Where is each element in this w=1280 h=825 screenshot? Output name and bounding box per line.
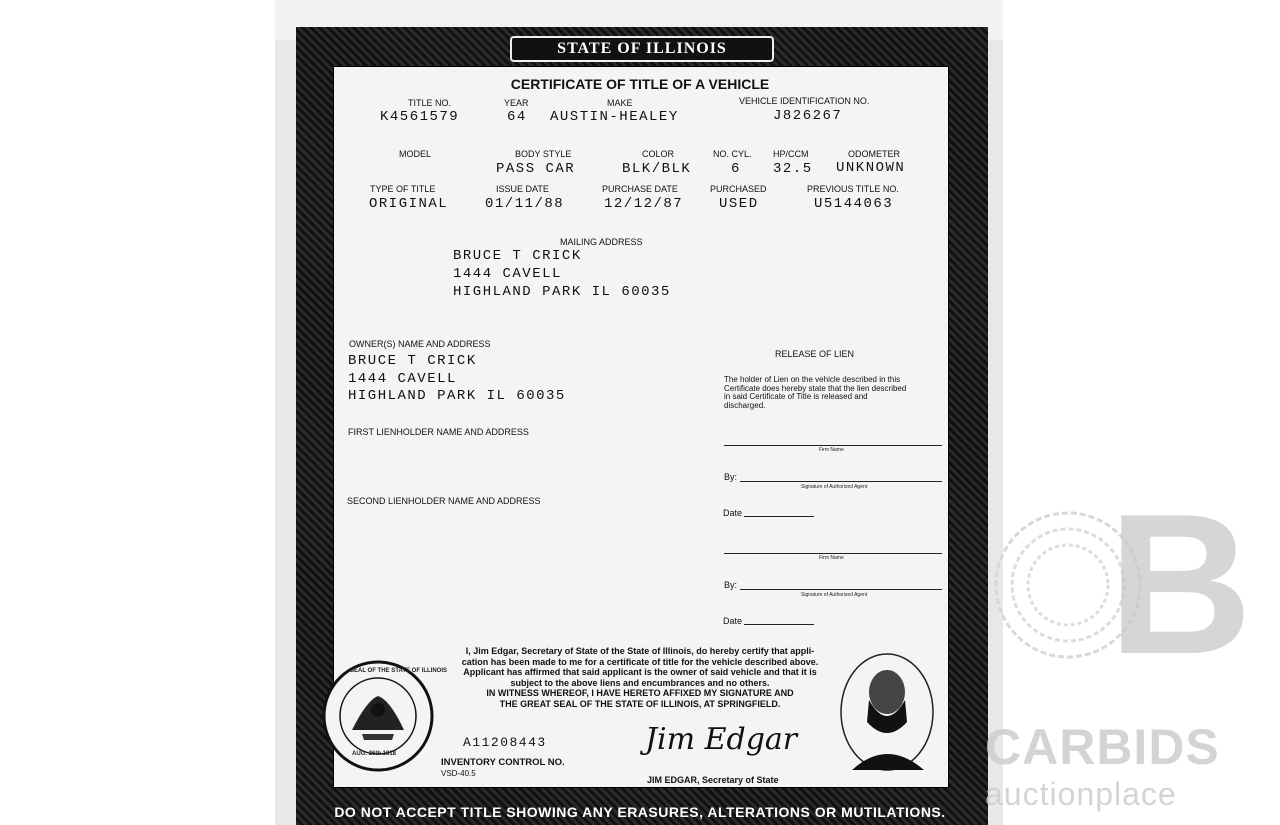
owner-label: OWNER(S) NAME AND ADDRESS [349, 339, 491, 349]
date-label-1: Date [723, 508, 743, 518]
seal-text: SEAL OF THE STATE OF ILLINOIS [350, 668, 448, 674]
signer-name: JIM EDGAR, Secretary of State [647, 775, 779, 785]
release-text: The holder of Lien on the vehicle described in this Certificate does hereby state that the lien described in said Certificate of Title is released and discharged. [724, 375, 907, 410]
hp-value: 32.5 [773, 161, 813, 177]
mailing-line-2: 1444 CAVELL [453, 266, 562, 282]
mailing-address-label: MAILING ADDRESS [560, 237, 643, 247]
make-label: MAKE [607, 98, 633, 108]
by-label-1: By: [724, 472, 738, 482]
issue-date-label: ISSUE DATE [496, 184, 549, 194]
state-banner: STATE OF ILLINOIS [510, 36, 774, 62]
release-heading: RELEASE OF LIEN [775, 349, 855, 359]
purchase-date-label: PURCHASE DATE [602, 184, 678, 194]
purchased-label: PURCHASED [710, 184, 767, 194]
mailing-line-1: BRUCE T CRICK [453, 248, 582, 264]
date-line-1 [744, 516, 814, 517]
issue-date-value: 01/11/88 [485, 196, 565, 212]
seal-date: AUG. 26th 1818 [352, 751, 397, 757]
purchase-date-value: 12/12/87 [604, 196, 684, 212]
owner-line-1: BRUCE T CRICK [348, 353, 477, 369]
by-label-2: By: [724, 580, 738, 590]
second-lienholder-label: SECOND LIENHOLDER NAME AND ADDRESS [347, 496, 541, 506]
watermark-letter: B [1108, 473, 1253, 696]
owner-line-3: HIGHLAND PARK IL 60035 [348, 388, 566, 404]
signature-line-2 [740, 589, 942, 590]
body-style-label: BODY STYLE [515, 149, 572, 159]
certification-line-5: IN WITNESS WHEREOF, I HAVE HERETO AFFIXED MY SIGNATURE AND [486, 688, 794, 698]
footer-warning: DO NOT ACCEPT TITLE SHOWING ANY ERASURES, ALTERATIONS OR MUTILATIONS. [334, 804, 946, 820]
certification-line-4: subject to the above liens and encumbrances and no others. [510, 677, 770, 688]
year-value: 64 [507, 109, 527, 125]
inventory-number: A11208443 [463, 735, 547, 750]
title-no-label: TITLE NO. [408, 98, 452, 108]
owner-line-2: 1444 CAVELL [348, 371, 457, 387]
signature-caption-2: Signature of Authorized Agent [801, 592, 868, 598]
inventory-label: INVENTORY CONTROL NO. [441, 757, 565, 768]
firm-name-caption-2: Firm Name [819, 555, 844, 561]
watermark-sub: auctionplace [985, 776, 1177, 812]
color-label: COLOR [642, 149, 675, 159]
mailing-line-3: HIGHLAND PARK IL 60035 [453, 284, 671, 300]
model-label: MODEL [399, 149, 432, 159]
date-label-2: Date [723, 616, 743, 626]
odometer-value: UNKNOWN [836, 160, 906, 176]
body-style-value: PASS CAR [496, 161, 576, 177]
prev-title-label: PREVIOUS TITLE NO. [807, 184, 899, 194]
certificate-title: CERTIFICATE OF TITLE OF A VEHICLE [510, 76, 770, 92]
firm-name-line-1 [724, 445, 942, 446]
watermark-brand: CARBIDS [985, 719, 1220, 775]
title-type-value: ORIGINAL [369, 196, 449, 212]
title-type-label: TYPE OF TITLE [370, 184, 436, 194]
cyl-label: NO. CYL. [713, 149, 752, 159]
title-no-value: K4561579 [380, 109, 460, 125]
carbids-watermark [988, 473, 1258, 705]
signature-caption-1: Signature of Authorized Agent [801, 484, 868, 490]
color-value: BLK/BLK [622, 161, 692, 177]
signature-line-1 [740, 481, 942, 482]
year-label: YEAR [504, 98, 529, 108]
prev-title-value: U5144063 [814, 196, 894, 212]
lincoln-portrait-icon [832, 652, 942, 780]
cyl-value: 6 [731, 161, 741, 177]
make-value: AUSTIN-HEALEY [550, 109, 679, 125]
certification-line-6: THE GREAT SEAL OF THE STATE OF ILLINOIS, AT SPRINGFIELD. [499, 698, 781, 709]
vin-value: J826267 [773, 108, 843, 124]
first-lienholder-label: FIRST LIENHOLDER NAME AND ADDRESS [348, 427, 529, 437]
firm-name-line-2 [724, 553, 942, 554]
certification-text [440, 646, 840, 709]
certification-line-1: I, Jim Edgar, Secretary of State of the State of Illinois, do hereby certify that appli- [465, 646, 815, 656]
certification-line-2: cation has been made to me for a certificate of title for the vehicle described above. [461, 656, 819, 667]
firm-name-caption-1: Firm Name [819, 447, 844, 453]
odometer-label: ODOMETER [848, 149, 901, 159]
purchased-value: USED [719, 196, 759, 212]
date-line-2 [744, 624, 814, 625]
signature: Jim Edgar [645, 722, 798, 757]
form-number: VSD-40.5 [441, 769, 476, 778]
hp-label: HP/CCM [773, 149, 809, 159]
certification-line-3: Applicant has affirmed that said applicant is the owner of said vehicle and that it is [463, 667, 817, 677]
vin-label: VEHICLE IDENTIFICATION NO. [739, 96, 870, 106]
